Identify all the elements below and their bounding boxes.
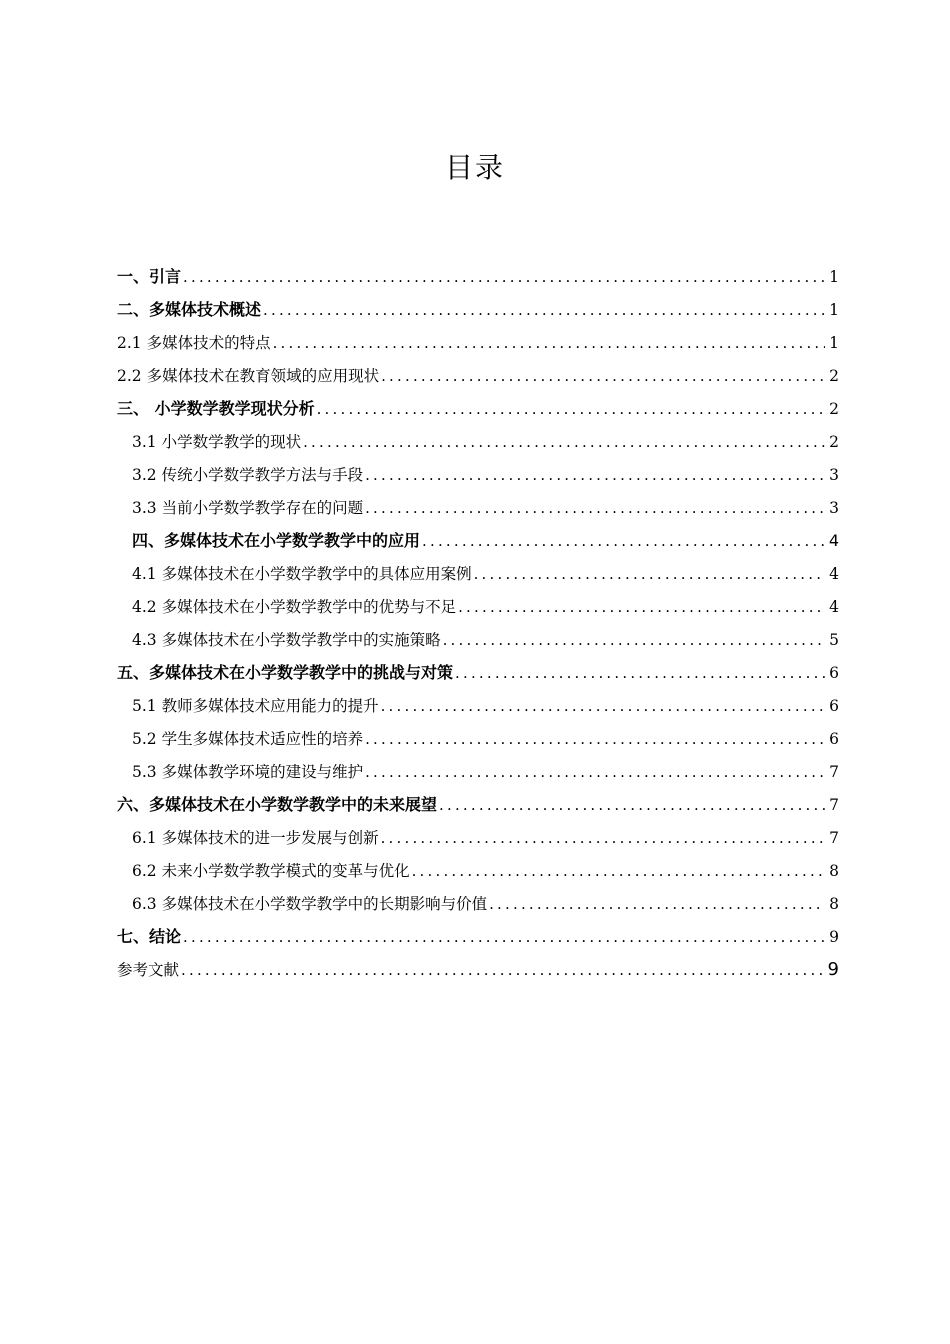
toc-entry[interactable] <box>117 559 839 592</box>
dot-leader <box>443 625 826 655</box>
toc-entry-page: 4 <box>828 531 839 550</box>
dot-leader <box>458 592 825 622</box>
toc-entry-page: 6 <box>829 664 839 682</box>
toc-entry-page: 6 <box>829 730 839 748</box>
toc-entry[interactable] <box>117 856 839 889</box>
dot-leader <box>317 394 826 424</box>
dot-leader <box>439 790 825 820</box>
dot-leader <box>381 361 825 391</box>
toc-entry-title: 5.3 多媒体教学环境的建设与维护 <box>132 763 364 781</box>
toc-entry-title: 4.3 多媒体技术在小学数学教学中的实施策略 <box>132 631 441 649</box>
toc-entry-page: 3 <box>829 499 839 517</box>
dot-leader <box>422 526 825 556</box>
toc-entry-page: 4 <box>829 598 839 616</box>
toc-entry[interactable] <box>117 955 839 988</box>
toc-entry-page: 7 <box>829 829 839 847</box>
toc-entry-page: 5 <box>829 631 839 649</box>
toc-entry-title: 七、结论 <box>117 927 182 946</box>
toc-entry-title: 二、多媒体技术概述 <box>117 300 262 319</box>
toc-entry-title: 3.2 传统小学数学教学方法与手段 <box>132 466 364 484</box>
dot-leader <box>381 691 826 721</box>
toc-entry[interactable] <box>117 460 839 493</box>
dot-leader <box>365 493 825 523</box>
toc-entry-page: 7 <box>829 796 839 814</box>
toc-title: 目录 <box>444 151 505 184</box>
toc-entry-page: 1 <box>829 301 839 319</box>
dot-leader <box>412 856 826 886</box>
toc-entry[interactable] <box>117 922 839 955</box>
toc-entry[interactable] <box>117 427 839 460</box>
toc-entry[interactable] <box>117 823 839 856</box>
toc-entry[interactable] <box>117 526 839 559</box>
toc-entry-title: 六、多媒体技术在小学数学教学中的未来展望 <box>117 795 438 814</box>
toc-entry-title: 参考文献 <box>117 961 180 979</box>
toc-entry-page: 8 <box>829 895 839 913</box>
toc-entry-title: 4.2 多媒体技术在小学数学教学中的优势与不足 <box>132 598 457 616</box>
toc-entry[interactable] <box>117 658 839 691</box>
dot-leader <box>181 955 824 985</box>
toc-entry-title: 三、 小学数学教学现状分析 <box>117 399 315 418</box>
toc-entry-title: 五、多媒体技术在小学数学教学中的挑战与对策 <box>117 663 454 682</box>
toc-entry[interactable] <box>117 889 839 922</box>
toc-entry-page: 4 <box>829 565 839 583</box>
dot-leader <box>183 262 825 292</box>
toc-entry[interactable] <box>117 625 839 658</box>
toc-entry[interactable] <box>117 328 839 361</box>
toc-entry-page: 1 <box>829 334 839 352</box>
toc-entry-page: 2 <box>829 433 839 451</box>
toc-entry-title: 3.1 小学数学教学的现状 <box>132 433 302 451</box>
toc-entry-page: 2 <box>829 367 839 385</box>
toc-entry-page: 9 <box>829 928 839 946</box>
toc-entry[interactable] <box>117 361 839 394</box>
toc-entry[interactable] <box>117 493 839 526</box>
toc-entry-page: 3 <box>829 466 839 484</box>
dot-leader <box>263 295 825 325</box>
toc-entry-title: 3.3 当前小学数学教学存在的问题 <box>132 499 364 517</box>
dot-leader <box>489 889 825 919</box>
toc-entry[interactable] <box>117 790 839 823</box>
toc-entry-title: 5.2 学生多媒体技术适应性的培养 <box>132 730 364 748</box>
dot-leader <box>455 658 825 688</box>
toc-entry-page: 8 <box>829 862 839 880</box>
dot-leader <box>474 559 826 589</box>
toc-entry-page: 2 <box>829 400 839 418</box>
toc-entry-title: 2.2 多媒体技术在教育领域的应用现状 <box>117 367 380 385</box>
dot-leader <box>381 823 826 853</box>
toc-entry-title: 2.1 多媒体技术的特点 <box>117 334 271 352</box>
dot-leader <box>365 757 825 787</box>
toc-entry[interactable] <box>117 757 839 790</box>
dot-leader <box>365 724 825 754</box>
toc-entry-page: 9 <box>827 959 839 980</box>
toc-entry[interactable] <box>117 262 839 295</box>
toc-entry[interactable] <box>117 295 839 328</box>
toc-entry[interactable] <box>117 592 839 625</box>
dot-leader <box>365 460 825 490</box>
toc-entry-page: 7 <box>829 763 839 781</box>
toc-entry-title: 6.2 未来小学数学教学模式的变革与优化 <box>132 862 410 880</box>
toc-entry-title: 6.3 多媒体技术在小学数学教学中的长期影响与价值 <box>132 895 488 913</box>
toc-entry[interactable] <box>117 724 839 757</box>
toc-entry[interactable] <box>117 691 839 724</box>
toc-entry-title: 6.1 多媒体技术的进一步发展与创新 <box>132 829 379 847</box>
toc-entry-title: 四、多媒体技术在小学数学教学中的应用 <box>132 531 421 550</box>
toc-entry-title: 一、引言 <box>117 267 182 286</box>
toc-list <box>117 262 839 988</box>
dot-leader <box>273 328 826 358</box>
dot-leader <box>303 427 825 457</box>
toc-entry[interactable] <box>117 394 839 427</box>
toc-entry-title: 4.1 多媒体技术在小学数学教学中的具体应用案例 <box>132 565 472 583</box>
dot-leader <box>183 922 825 952</box>
toc-entry-page: 6 <box>829 697 839 715</box>
toc-entry-title: 5.1 教师多媒体技术应用能力的提升 <box>132 697 379 715</box>
toc-entry-page: 1 <box>829 268 839 286</box>
